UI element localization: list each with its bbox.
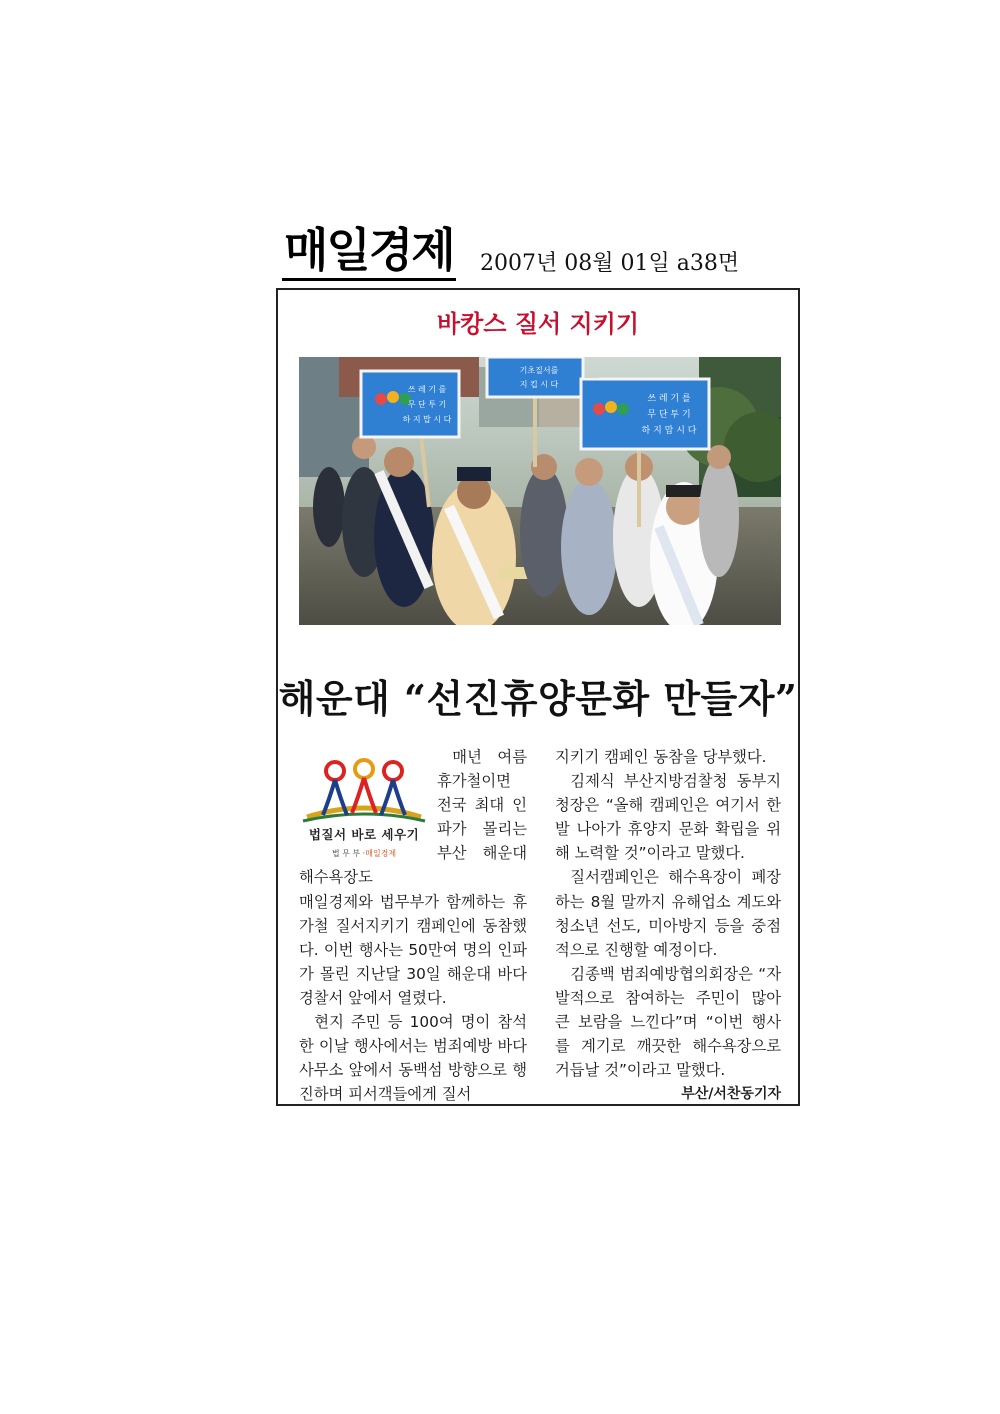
logo-sponsor-paper: 매일경제 [365, 849, 397, 858]
sign-line: 무 단 투 기 [407, 400, 447, 409]
article-box [276, 288, 800, 1106]
article-paragraph: 현지 주민 등 100여 명이 참석한 이날 행사에서는 범죄예방 바다사무소 앞에서 동백섬 방향으로 행진하며 피서객들에게 질서 [299, 1013, 527, 1104]
article-paragraph: 질서캠페인은 해수욕장이 폐장하는 8월 말까지 유해업소 계도와 청소년 선도, 미아방지 등을 중점적으로 진행할 예정이다. [555, 868, 781, 959]
logo-sponsor-ministry: 법 무 부 · [331, 849, 366, 858]
article-paragraph: 매일경제와 법무부가 함께하는 휴가철 질서지키기 캠페인에 동참했다. 이번 행사는 50만여 명의 인파가 몰린 지난달 30일 해운대 바다경찰서 앞에서 열렸다. [299, 892, 527, 1007]
article-paragraph: 매년 여름 휴가철이면 전국 최대 인파가 몰리는 부산 해운대 해수욕장도 [299, 748, 527, 887]
article-byline: 부산/서찬동기자 [681, 1086, 781, 1103]
article-paragraph: 김종백 범죄예방협의회장은 “자발적으로 참여하는 주민이 많아 큰 보람을 느낀다”며 “이번 행사를 계기로 깨끗한 해수욕장으로 거듭날 것”이라고 말했다. [555, 964, 781, 1080]
campaign-sign-right [581, 379, 709, 449]
article-paragraph: 김제식 부산지방검찰청 동부지청장은 “올해 캠페인은 여기서 한 발 나아가 휴양지 문화 확립을 위해 노력할 것”이라고 말했다. [555, 772, 781, 863]
sign-line: 쓰 레 기 를 [407, 385, 447, 394]
campaign-march-photo [299, 357, 781, 625]
article-column-right [555, 745, 781, 1106]
article-column-left [299, 745, 527, 1106]
campaign-sign-left [361, 371, 459, 437]
sign-line: 하 지 맙 시 다 [641, 426, 697, 436]
article-kicker: 바캉스 질서 지키기 [436, 310, 640, 338]
campaign-logo-sponsors [299, 842, 429, 866]
article-headline: 해운대 “선진휴양문화 만들자” [278, 676, 798, 721]
campaign-logo-text: 법질서 바로 세우기 [308, 827, 420, 842]
sign-line: 무 단 투 기 [647, 410, 691, 420]
sign-line: 지 킵 시 다 [519, 380, 559, 389]
article-photo [299, 357, 781, 625]
campaign-logo [299, 755, 429, 863]
newspaper-name: 매일경제 [282, 222, 456, 281]
article-paragraph: 지키기 캠페인 동참을 당부했다. [555, 748, 767, 766]
masthead [282, 222, 802, 284]
sign-line: 쓰 레 기 를 [647, 394, 691, 404]
publication-date: 2007년 08월 01일 a38면 [480, 251, 740, 276]
campaign-logo-icon [299, 755, 429, 825]
sign-line: 기초질서를 [519, 366, 559, 375]
campaign-sign-center [487, 357, 583, 397]
sign-line: 하 지 맙 시 다 [402, 415, 452, 424]
